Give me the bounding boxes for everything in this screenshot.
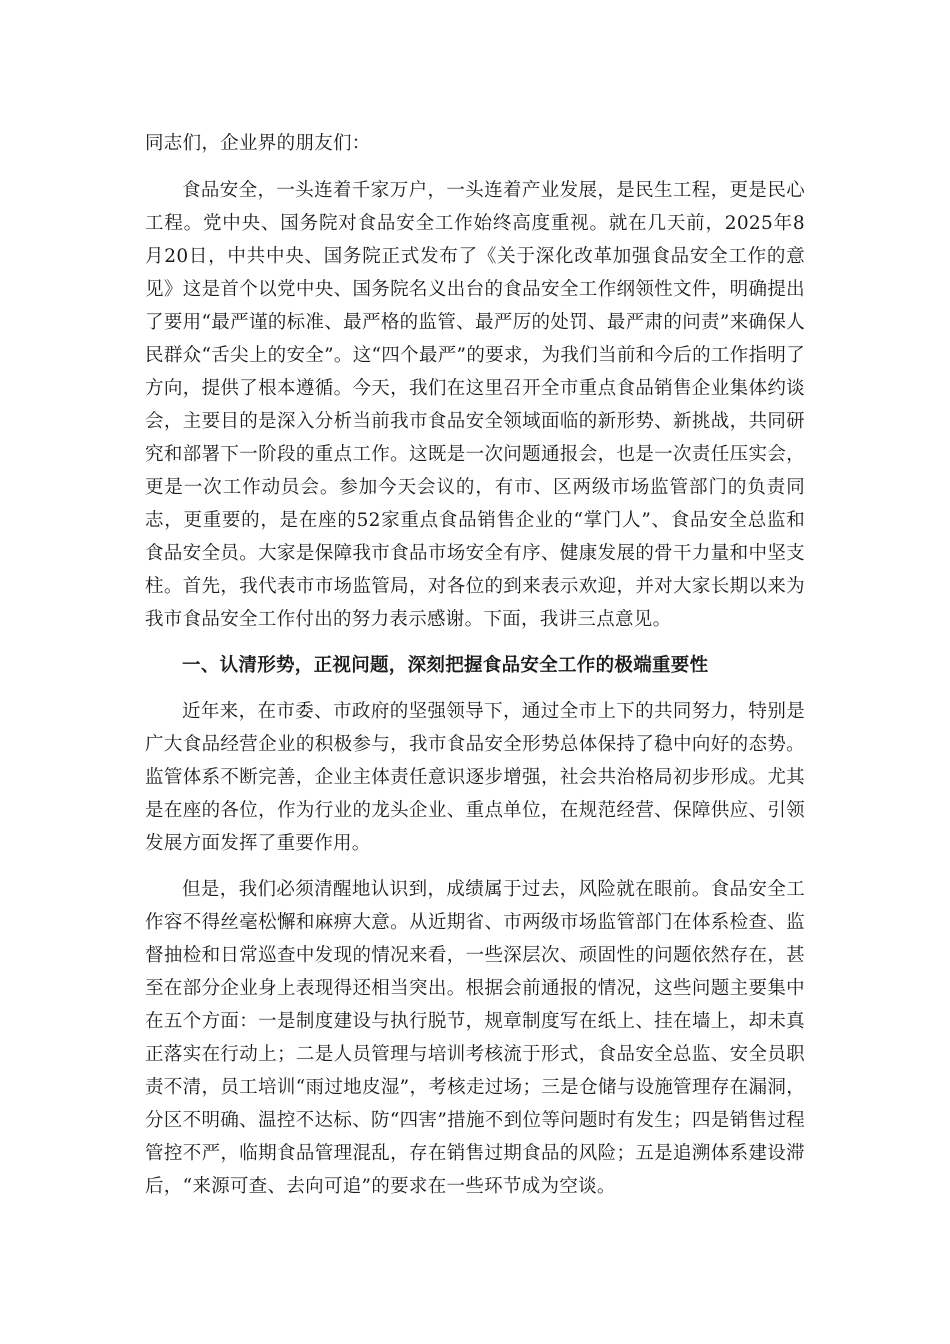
section-paragraph-2: 但是，我们必须清醒地认识到，成绩属于过去，风险就在眼前。食品安全工作容不得丝毫松懈和麻痹大意。从近期省、市两级市场监管部门在体系检查、监督抽检和日常巡查中发现的情况来看，一些深层次、顽固性的问题依然存在，甚至在部分企业身上表现得还相当突出。根据会前通报的情况，这些问题主要集中在五个方面：一是制度建设与执行脱节，规章制度写在纸上、挂在墙上，却未真正落实在行动上；二是人员管理与培训考核流于形式，食品安全总监、安全员职责不清，员工培训“雨过地皮湿”，考核走过场；三是仓储与设施管理存在漏洞，分区不明确、温控不达标、防“四害”措施不到位等问题时有发生；四是销售过程管控不严，临期食品管理混乱，存在销售过期食品的风险；五是追溯体系建设滞后，“来源可查、去向可追”的要求在一些环节成为空谈。 <box>145 879 805 1197</box>
salutation: 同志们，企业界的朋友们： <box>145 133 371 154</box>
intro-paragraph: 食品安全，一头连着千家万户，一头连着产业发展，是民生工程，更是民心工程。党中央、国务院对食品安全工作始终高度重视。就在几天前，2025年8月20日，中共中央、国务院正式发布了《关于深化改革加强食品安全工作的意见》这是首个以党中央、国务院名义出台的食品安全工作纲领性文件，明确提出了要用“最严谨的标准、最严格的监管、最严厉的处罚、最严肃的问责”来确保人民群众“舌尖上的安全”。这“四个最严”的要求，为我们当前和今后的工作指明了方向，提供了根本遵循。今天，我们在这里召开全市重点食品销售企业集体约谈会，主要目的是深入分析当前我市食品安全领域面临的新形势、新挑战，共同研究和部署下一阶段的重点工作。这既是一次问题通报会，也是一次责任压实会，更是一次工作动员会。参加今天会议的，有市、区两级市场监管部门的负责同志，更重要的，是在座的52家重点食品销售企业的“掌门人”、食品安全总监和食品安全员。大家是保障我市食品市场安全有序、健康发展的骨干力量和中坚支柱。首先，我代表市市场监管局，对各位的到来表示欢迎，并对大家长期以来为我市食品安全工作付出的努力表示感谢。下面，我讲三点意见。 <box>145 180 805 630</box>
section-heading: 一、认清形势，正视问题，深刻把握食品安全工作的极端重要性 <box>182 655 709 676</box>
section-paragraph-1: 近年来，在市委、市政府的坚强领导下，通过全市上下的共同努力，特别是广大食品经营企业的积极参与，我市食品安全形势总体保持了稳中向好的态势。监管体系不断完善，企业主体责任意识逐步增强，社会共治格局初步形成。尤其是在座的各位，作为行业的龙头企业、重点单位，在规范经营、保障供应、引领发展方面发挥了重要作用。 <box>145 701 805 854</box>
document-body <box>145 127 805 1216</box>
